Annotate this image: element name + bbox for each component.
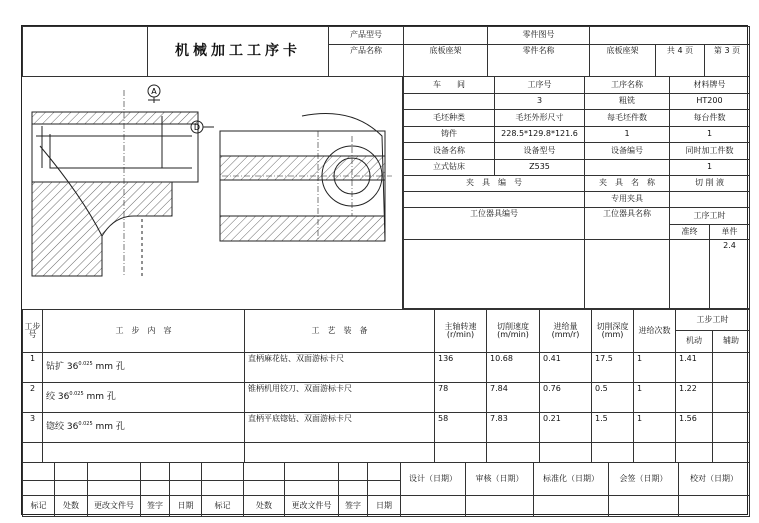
step-2-feed: 0.76 [540, 383, 592, 413]
cutting-speed-header [487, 310, 540, 353]
prep-end-value [670, 240, 710, 309]
card-title: 机械加工工序卡 [148, 27, 329, 77]
cut-depth-header [592, 310, 634, 353]
header-blank [23, 27, 148, 77]
design-date: 设计（日期） [401, 463, 466, 496]
step-no-header: 工步号 [23, 310, 43, 353]
simultaneous-label: 同时加工件数 [670, 143, 750, 160]
step-3-feed: 0.21 [540, 413, 592, 443]
sign-label-2: 签字 [339, 496, 368, 517]
step-3-tol-upper: 0.025 [78, 421, 93, 428]
step-content-header: 工 步 内 容 [43, 310, 245, 353]
step-1-no: 1 [23, 353, 43, 383]
unit-value: 2.4 [710, 240, 750, 309]
datum-D-label: D [193, 123, 201, 132]
page-number: 第 3 页 [705, 45, 750, 77]
spindle-speed-header [435, 310, 487, 353]
step-row-1 [23, 353, 750, 383]
equipment-no-value [585, 160, 670, 176]
blank-size-label: 毛坯外形尺寸 [495, 110, 585, 127]
step-3-equipment: 直柄平底锪钻、双面游标卡尺 [245, 413, 435, 443]
step-1-content-pre: 钻扩 36 [46, 362, 79, 373]
fixture-no-label: 夹 具 编 号 [404, 176, 585, 192]
blank-type-label: 毛坯种类 [404, 110, 495, 127]
sign-label-1: 签字 [141, 496, 170, 517]
feed-unit: (mm/r) [551, 330, 580, 339]
step-1-depth: 17.5 [592, 353, 634, 383]
step-2-passes: 1 [634, 383, 676, 413]
step-row-3 [23, 413, 750, 443]
step-2-aux [713, 383, 750, 413]
equipment-model-value: Z535 [495, 160, 585, 176]
feed-header [540, 310, 592, 353]
step-2-content-pre: 绞 36 [46, 392, 70, 403]
change-doc-label-2: 更改文件号 [285, 496, 339, 517]
spindle-speed-title: 主轴转速 [444, 321, 477, 331]
station-tool-no-value [404, 240, 585, 309]
product-model-value [404, 27, 488, 45]
step-2-speed: 78 [435, 383, 487, 413]
product-model-label: 产品型号 [329, 27, 404, 45]
unit-label: 单件 [710, 225, 750, 240]
process-sketch [22, 76, 403, 309]
step-3-content-post: mm 孔 [92, 422, 125, 433]
cut-depth-unit: (mm) [601, 330, 624, 339]
equipment-model-label: 设备型号 [495, 143, 585, 160]
step-1-content [43, 353, 245, 383]
step-3-aux [713, 413, 750, 443]
step-1-content-post: mm 孔 [92, 362, 125, 373]
step-2-equipment: 锥柄机用铰刀、双面游标卡尺 [245, 383, 435, 413]
step-3-no: 3 [23, 413, 43, 443]
count-label-1: 处数 [55, 496, 88, 517]
passes-header: 进给次数 [634, 310, 676, 353]
step-2-content [43, 383, 245, 413]
equipment-name-value: 立式钻床 [404, 160, 495, 176]
step-1-tol-upper: 0.025 [78, 361, 93, 368]
station-tool-no-label: 工位器具编号 [404, 208, 585, 240]
blank-type-value: 铸件 [404, 127, 495, 143]
date-label-2: 日期 [368, 496, 401, 517]
process-info-table [403, 76, 750, 309]
step-2-no: 2 [23, 383, 43, 413]
coolant-value [670, 192, 750, 208]
material-label: 材料牌号 [670, 77, 750, 94]
material-value: HT200 [670, 94, 750, 110]
step-2-depth: 0.5 [592, 383, 634, 413]
step-2-machine: 1.22 [676, 383, 713, 413]
total-pages: 共 4 页 [656, 45, 705, 77]
process-card [21, 25, 748, 515]
step-2-content-post: mm 孔 [83, 392, 116, 403]
machine-time-header: 机动 [676, 331, 713, 353]
proofread-date: 校对（日期） [679, 463, 750, 496]
step-3-speed: 58 [435, 413, 487, 443]
product-name-label: 产品名称 [329, 45, 404, 77]
parts-per-unit-label: 每台件数 [670, 110, 750, 127]
step-time-header: 工步工时 [676, 310, 750, 331]
cutting-speed-unit: (m/min) [497, 330, 529, 339]
part-drawing [22, 76, 403, 309]
step-3-depth: 1.5 [592, 413, 634, 443]
step-3-machine: 1.56 [676, 413, 713, 443]
step-1-equipment: 直柄麻花钻、双面游标卡尺 [245, 353, 435, 383]
aux-time-header: 辅助 [713, 331, 750, 353]
feed-title: 进给量 [553, 321, 578, 331]
step-1-machine: 1.41 [676, 353, 713, 383]
step-3-content [43, 413, 245, 443]
standardize-date: 标准化（日期） [534, 463, 609, 496]
datum-A-label: A [151, 87, 157, 96]
blank-size-value: 228.5*129.8*121.6 [495, 127, 585, 143]
header-table [22, 26, 750, 77]
workshop-label: 车 间 [404, 77, 495, 94]
mark-label-2: 标记 [202, 496, 244, 517]
prep-end-label: 准终 [670, 225, 710, 240]
step-row-empty [23, 443, 750, 463]
spindle-speed-unit: (r/min) [446, 330, 475, 339]
step-2-tol-upper: 0.025 [69, 391, 84, 398]
step-1-passes: 1 [634, 353, 676, 383]
station-tool-name-label: 工位器具名称 [585, 208, 670, 240]
workshop-value [404, 94, 495, 110]
review-date: 审核（日期） [466, 463, 534, 496]
parts-per-unit-value: 1 [670, 127, 750, 143]
fixture-no-value [404, 192, 585, 208]
parts-per-blank-label: 每毛坯件数 [585, 110, 670, 127]
part-drawing-no-value [590, 27, 750, 45]
step-1-speed: 136 [435, 353, 487, 383]
step-1-aux [713, 353, 750, 383]
process-equipment-header: 工 艺 装 备 [245, 310, 435, 353]
step-1-cutting-speed: 10.68 [487, 353, 540, 383]
product-name-value: 底板座架 [404, 45, 488, 77]
mark-label-1: 标记 [23, 496, 55, 517]
coolant-label: 切 削 液 [670, 176, 750, 192]
step-1-feed: 0.41 [540, 353, 592, 383]
parts-per-blank-value: 1 [585, 127, 670, 143]
step-3-passes: 1 [634, 413, 676, 443]
step-3-content-pre: 锪绞 36 [46, 422, 79, 433]
process-name-value: 粗铣 [585, 94, 670, 110]
countersign-date: 会签（日期） [609, 463, 679, 496]
change-doc-label-1: 更改文件号 [88, 496, 141, 517]
count-label-2: 处数 [244, 496, 285, 517]
part-name-value: 底板座架 [590, 45, 656, 77]
process-no-value: 3 [495, 94, 585, 110]
step-row-2 [23, 383, 750, 413]
part-drawing-no-label: 零件图号 [488, 27, 590, 45]
simultaneous-value: 1 [670, 160, 750, 176]
fixture-name-label: 夹 具 名 称 [585, 176, 670, 192]
step-3-cutting-speed: 7.83 [487, 413, 540, 443]
equipment-name-label: 设备名称 [404, 143, 495, 160]
steps-table [22, 309, 750, 463]
step-2-cutting-speed: 7.84 [487, 383, 540, 413]
process-no-label: 工序号 [495, 77, 585, 94]
part-name-label: 零件名称 [488, 45, 590, 77]
signoff-table [22, 462, 750, 517]
cutting-speed-title: 切削速度 [497, 321, 529, 331]
equipment-no-label: 设备编号 [585, 143, 670, 160]
date-label-1: 日期 [170, 496, 202, 517]
station-tool-name-value [585, 240, 670, 309]
process-name-label: 工序名称 [585, 77, 670, 94]
fixture-name-value: 专用夹具 [585, 192, 670, 208]
step-time-label: 工序工时 [670, 208, 750, 225]
cut-depth-title: 切削深度 [596, 321, 629, 331]
